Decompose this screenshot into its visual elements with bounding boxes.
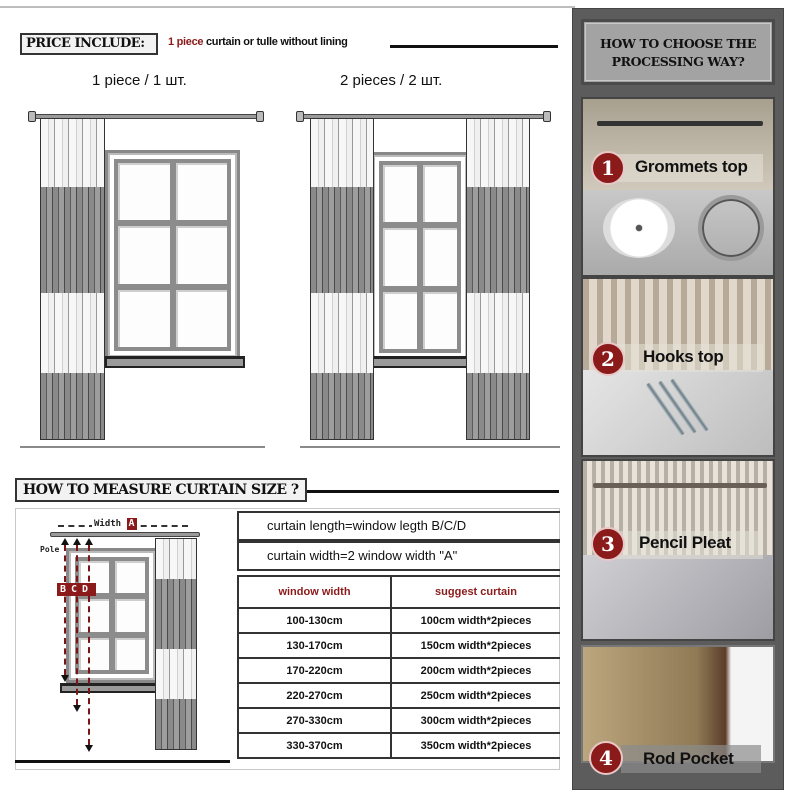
pole [50,532,200,537]
option-number-badge: 1 [591,151,625,185]
curtain-panel [155,538,197,750]
length-formula: curtain length=window legth B/C/D [237,511,560,541]
window-width-cell: 170-220cm [238,658,391,683]
suggest-curtain-cell: 250cm width*2pieces [391,683,560,708]
rod-finial [543,111,551,122]
window-sill [105,356,245,368]
table-row [238,683,560,708]
width-dimension-label: Width A [92,518,139,530]
arrow-up-icon [85,538,93,545]
two-pieces-label: 2 pieces / 2 шт. [340,72,443,89]
option-label: Hooks top [643,347,724,366]
suggest-curtain-cell: 350cm width*2pieces [391,733,560,758]
suggest-curtain-cell: 200cm width*2pieces [391,658,560,683]
window-sill [60,683,158,693]
window-sill [370,356,470,368]
processing-panel-title: HOW TO CHOOSE THE PROCESSING WAY? [581,19,775,85]
width-badge-a: A [128,518,135,529]
grommet-materials-photo [583,190,773,275]
option-rod-pocket [581,645,775,783]
option-label: Grommets top [635,157,748,176]
price-note-text: curtain or tulle without lining [203,36,348,48]
window-width-cell: 220-270cm [238,683,391,708]
arrow-down-icon [61,675,69,682]
arrow-up-icon [61,538,69,545]
option-grommets-top [581,97,775,277]
header-rule [307,490,559,493]
window-width-cell: 330-370cm [238,733,391,758]
window-frame [105,150,240,360]
price-include-header: PRICE INCLUDE: [20,33,158,55]
length-badges-bcd: BCD [57,583,96,596]
price-include-note [168,36,348,48]
option-label: Rod Pocket [643,749,734,768]
window-width-cell: 100-130cm [238,608,391,633]
top-divider [0,6,575,8]
option-label: Pencil Pleat [639,533,731,552]
table-row [238,733,560,758]
one-piece-label: 1 piece / 1 шт. [92,72,187,89]
section-divider [20,446,265,448]
option-hooks-top [581,277,775,457]
length-b-line [64,545,66,675]
col-suggest-curtain: suggest curtain [391,576,560,608]
arrow-down-icon [85,745,93,752]
window-width-cell: 270-330cm [238,708,391,733]
diagram-bottom-rule [15,760,230,763]
arrow-down-icon [73,705,81,712]
option-number-badge: 3 [591,527,625,561]
curtain-panel-right [466,118,530,440]
suggest-curtain-cell: 300cm width*2pieces [391,708,560,733]
option-number-badge: 2 [591,342,625,376]
grommet-ring-icon [698,195,764,261]
window-frame [370,152,470,362]
header-rule [390,45,558,48]
table-header-row [238,576,560,608]
tape-spool-icon [603,198,675,258]
pole-label: Pole [40,545,60,554]
processing-panel [572,8,784,790]
option-pencil-pleat [581,459,775,641]
window-frame [66,548,158,683]
option-number-badge: 4 [589,741,623,775]
pleat-tape-photo [583,555,773,639]
rod-finial [256,111,264,122]
table-row [238,633,560,658]
window-width-cell: 130-170cm [238,633,391,658]
hooks-detail-photo [583,370,773,455]
suggest-curtain-cell: 150cm width*2pieces [391,633,560,658]
suggest-curtain-cell: 100cm width*2pieces [391,608,560,633]
table-row [238,608,560,633]
table-row [238,708,560,733]
curtain-panel-left [310,118,374,440]
width-formula: curtain width=2 window width "A" [237,541,560,571]
arrow-up-icon [73,538,81,545]
length-c-line [76,545,78,705]
size-table [237,575,560,759]
rod-finial [28,111,36,122]
price-note-quantity: 1 piece [168,36,204,48]
curtain-panel [40,118,105,440]
rod-finial [296,111,304,122]
table-row [238,658,560,683]
measure-header: HOW TO MEASURE CURTAIN SIZE ? [15,478,307,502]
section-divider [300,446,560,448]
length-d-line [88,545,90,745]
col-window-width: window width [238,576,391,608]
